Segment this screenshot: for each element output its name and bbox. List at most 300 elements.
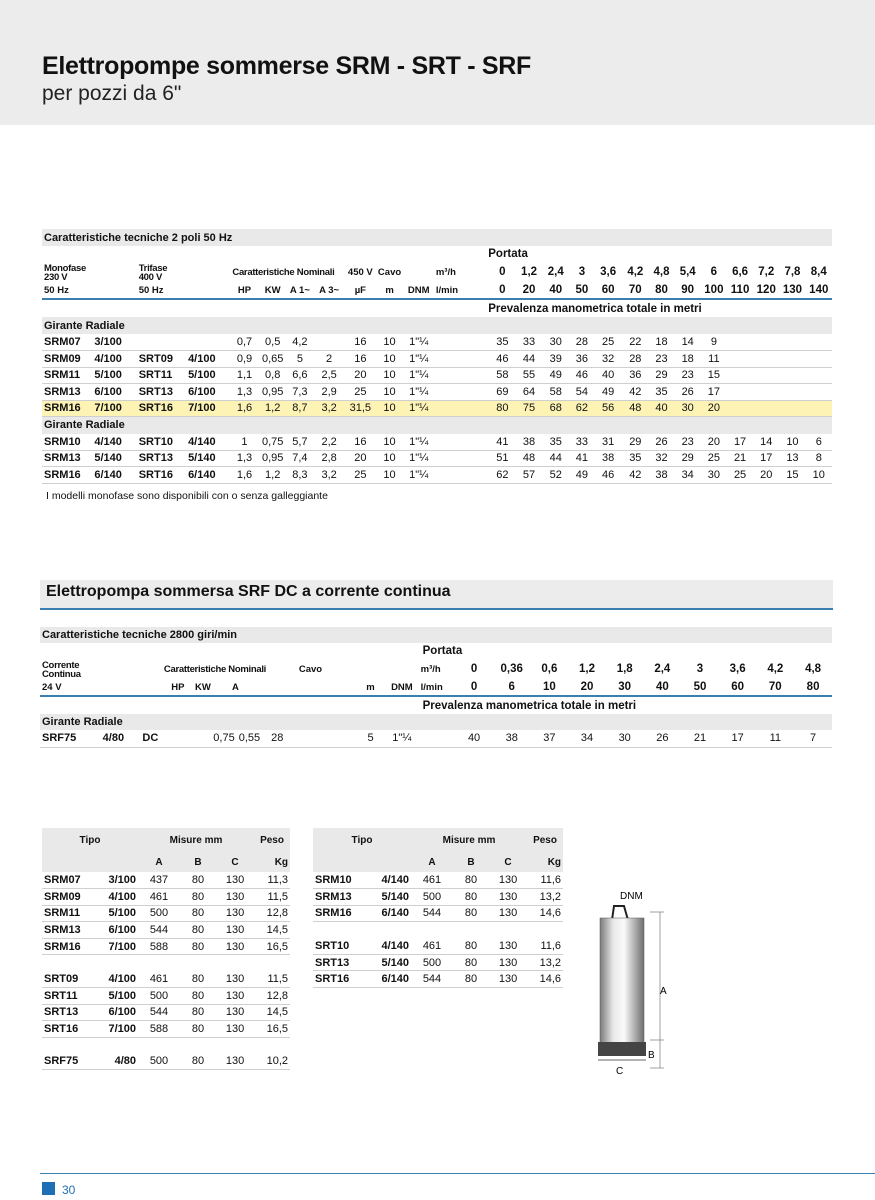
dim-type: 5/140 — [365, 954, 411, 971]
dim-gap-row — [313, 922, 563, 938]
flow-lmin-value: 50 — [570, 282, 594, 299]
dim-type: 4/140 — [365, 938, 411, 955]
flow-m3h-value: 0 — [470, 663, 478, 675]
tech-table-dc — [40, 627, 832, 748]
b-header: B — [453, 852, 489, 872]
dim-kg: 14,5 — [254, 1004, 290, 1021]
type-mono: 4/100 — [92, 351, 136, 368]
dim-gap-row — [42, 955, 290, 971]
dim-row — [313, 954, 563, 971]
head-value: 58 — [488, 367, 516, 384]
a3-value: 2,5 — [313, 367, 345, 384]
kw-value: 1,2 — [259, 400, 287, 417]
dim-kg: 11,6 — [527, 872, 563, 889]
page-number: 30 — [62, 1183, 76, 1197]
head-value: 15 — [779, 467, 805, 484]
dim-c: 130 — [216, 1053, 254, 1070]
dim-model: SRT10 — [313, 938, 365, 955]
dim-model: SRM11 — [42, 905, 94, 922]
kw-value: 0,5 — [259, 334, 287, 351]
head-value: 29 — [622, 434, 648, 451]
dim-row — [313, 905, 563, 922]
head-value: 35 — [542, 434, 570, 451]
flow-lmin-value: 140 — [806, 282, 832, 299]
head-value: 29 — [675, 450, 701, 467]
spacer — [42, 852, 138, 872]
a1-value: 5,7 — [287, 434, 313, 451]
cable-m-value: 5 — [356, 730, 385, 747]
dim-kg: 11,6 — [527, 938, 563, 955]
hp-value: 1,3 — [230, 384, 258, 401]
a-value: 28 — [271, 732, 284, 745]
dim-model: SRM13 — [42, 922, 94, 939]
spacer — [40, 643, 419, 659]
head-value: 9 — [701, 334, 727, 351]
dim-b: 80 — [453, 872, 489, 889]
car-nom-header: Caratteristiche Nominali — [232, 266, 335, 278]
head-value: 57 — [516, 467, 541, 484]
head-value: 51 — [488, 450, 516, 467]
dim-c: 130 — [216, 988, 254, 1005]
dnm-value: 1"¼ — [404, 467, 434, 484]
hp-value: 0,7 — [230, 334, 258, 351]
dim-b: 80 — [453, 889, 489, 906]
dim-c: 130 — [216, 872, 254, 889]
pump-body — [600, 918, 644, 1046]
spacer — [434, 400, 488, 417]
unit-header: DNM — [385, 679, 418, 696]
kw-value: 0,8 — [259, 367, 287, 384]
tri-header-hz: 50 Hz — [137, 282, 231, 299]
head-value — [753, 351, 779, 368]
head-value: 52 — [542, 467, 570, 484]
flow-lmin-value: 10 — [531, 679, 569, 696]
a1-value: 8,3 — [287, 467, 313, 484]
dim-a: 544 — [411, 971, 453, 988]
model-mono: SRM10 — [42, 434, 92, 451]
head-value: 23 — [648, 351, 674, 368]
head-value: 28 — [570, 334, 594, 351]
dim-type: 7/100 — [94, 1021, 138, 1038]
hp-value: 1 — [230, 434, 258, 451]
dnm-value: 1"¼ — [385, 730, 418, 747]
a3-value: 2,8 — [313, 450, 345, 467]
dim-subheader-row — [42, 852, 290, 872]
group-row — [40, 714, 832, 730]
head-value: 23 — [675, 434, 701, 451]
unit-header: HP KW A — [140, 679, 240, 696]
type-tri: 4/140 — [186, 434, 230, 451]
model-mono: SRM16 — [42, 467, 92, 484]
dim-type: 5/100 — [94, 988, 138, 1005]
flow-m3h-value: 5,4 — [679, 266, 696, 278]
model-type: 4/80 — [101, 730, 141, 747]
type-mono: 7/100 — [92, 400, 136, 417]
head-value: 64 — [516, 384, 541, 401]
head-value: 40 — [594, 367, 622, 384]
dim-kg: 11,5 — [254, 971, 290, 988]
model-tri: SRT13 — [137, 384, 186, 401]
header-row-1 — [42, 262, 832, 282]
pump-drawing — [590, 880, 690, 1080]
uf-value: 20 — [345, 367, 375, 384]
page-title: Elettropompe sommerse SRM - SRT - SRF — [42, 52, 531, 80]
type-mono: 5/140 — [92, 450, 136, 467]
dim-row — [313, 971, 563, 988]
hp-value: 1,6 — [230, 400, 258, 417]
head-value: 26 — [644, 730, 682, 747]
misure-header: Misure mm — [411, 828, 527, 852]
head-value: 34 — [568, 730, 606, 747]
dim-a: 544 — [138, 1004, 180, 1021]
flow-lmin-value: 0 — [455, 679, 493, 696]
dnm-value: 1"¼ — [404, 400, 434, 417]
head-value: 56 — [594, 400, 622, 417]
corr-header: Corrente Continua — [42, 660, 81, 679]
flow-lmin-value: 30 — [606, 679, 644, 696]
dim-a: 500 — [138, 988, 180, 1005]
flow-m3h-value: 7,8 — [784, 266, 801, 278]
uf-value: 31,5 — [345, 400, 375, 417]
tri-header: Trifase 400 V — [138, 263, 168, 282]
a-header: A — [411, 852, 453, 872]
dim-a: 544 — [411, 905, 453, 922]
flow-m3h-value: 3,6 — [729, 663, 746, 675]
footer-line — [40, 1173, 875, 1174]
tipo-header: Tipo — [313, 828, 411, 852]
head-value: 31 — [594, 434, 622, 451]
type-tri: 6/100 — [186, 384, 230, 401]
dim-c: 130 — [489, 971, 527, 988]
head-value — [806, 384, 832, 401]
flow-m3h-value: 6 — [710, 266, 718, 278]
head-value: 48 — [516, 450, 541, 467]
model-tri: SRT11 — [137, 367, 186, 384]
head-value — [779, 334, 805, 351]
head-value: 36 — [622, 367, 648, 384]
flow-lmin-value: 6 — [493, 679, 531, 696]
unit-header: A 1~ — [287, 282, 313, 299]
head-value: 68 — [542, 400, 570, 417]
head-value: 30 — [542, 334, 570, 351]
dim-type: 5/100 — [94, 905, 138, 922]
spacer — [385, 659, 418, 679]
head-value — [727, 351, 753, 368]
dim-type: 6/140 — [365, 971, 411, 988]
dim-model: SRT13 — [42, 1004, 94, 1021]
model-name: SRF75 — [40, 730, 101, 747]
cable-m-value: 10 — [375, 400, 403, 417]
dim-b: 80 — [453, 938, 489, 955]
dim-b: 80 — [180, 988, 216, 1005]
cable-m-value: 10 — [375, 334, 403, 351]
head-value: 7 — [794, 730, 832, 747]
uf-value: 25 — [345, 384, 375, 401]
dim-a: 461 — [411, 872, 453, 889]
head-value: 62 — [488, 467, 516, 484]
hp-value: 0,75 — [213, 732, 235, 745]
head-value: 34 — [675, 467, 701, 484]
dim-kg: 11,3 — [254, 872, 290, 889]
dim-kg: 16,5 — [254, 1021, 290, 1038]
dim-a: 500 — [411, 954, 453, 971]
flow-lmin-value: 80 — [794, 679, 832, 696]
flow-m3h-value: 2,4 — [547, 266, 564, 278]
uf-value: 16 — [345, 434, 375, 451]
head-value: 36 — [570, 351, 594, 368]
head-value: 30 — [701, 467, 727, 484]
head-value: 38 — [648, 467, 674, 484]
flow-lmin-value: 110 — [727, 282, 753, 299]
dim-c: 130 — [216, 1021, 254, 1038]
head-value — [753, 334, 779, 351]
head-value: 49 — [594, 384, 622, 401]
prevalenza-row — [40, 696, 832, 714]
flow-m3h-value: 4,2 — [627, 266, 644, 278]
table-row — [42, 334, 832, 351]
a1-value: 5 — [287, 351, 313, 368]
head-value: 35 — [648, 384, 674, 401]
unit-header: KW — [259, 282, 287, 299]
dim-b: 80 — [453, 971, 489, 988]
type-tri: 6/140 — [186, 467, 230, 484]
table-caption: Caratteristiche tecniche 2800 giri/min — [40, 627, 832, 643]
dim-row — [313, 889, 563, 906]
dim-row — [42, 905, 290, 922]
model-mono: SRM09 — [42, 351, 92, 368]
flow-lmin-value: 20 — [516, 282, 541, 299]
corr-header-v: 24 V — [40, 679, 140, 696]
row-values — [140, 730, 284, 747]
type-tri: 7/100 — [186, 400, 230, 417]
head-value: 17 — [719, 730, 757, 747]
dim-a: 461 — [411, 938, 453, 955]
unit-header: DNM — [404, 282, 434, 299]
dnm-value: 1"¼ — [404, 367, 434, 384]
dc-label: DC — [142, 732, 159, 745]
dim-c: 130 — [216, 938, 254, 955]
portata-label: Portata — [422, 645, 463, 657]
dim-kg: 16,5 — [254, 938, 290, 955]
prevalenza-label: Prevalenza manometrica totale in metri — [488, 302, 702, 315]
hp-value: 1,6 — [230, 467, 258, 484]
dim-model: SRM13 — [313, 889, 365, 906]
head-value: 11 — [701, 351, 727, 368]
kw-value: 0,95 — [259, 450, 287, 467]
tipo-header: Tipo — [42, 828, 138, 852]
head-value: 21 — [727, 450, 753, 467]
uf-value: 25 — [345, 467, 375, 484]
head-value: 49 — [570, 467, 594, 484]
head-value: 44 — [542, 450, 570, 467]
hp-value: 1,3 — [230, 450, 258, 467]
prevalenza-row — [42, 299, 832, 317]
dim-model: SRT11 — [42, 988, 94, 1005]
model-tri: SRT09 — [137, 351, 186, 368]
dim-row — [42, 1021, 290, 1038]
group-label: Girante Radiale — [42, 417, 832, 434]
dim-c: 130 — [489, 954, 527, 971]
head-value: 17 — [701, 384, 727, 401]
peso-header: Peso — [254, 828, 290, 852]
page-subtitle: per pozzi da 6" — [42, 82, 182, 105]
head-value: 21 — [681, 730, 719, 747]
flow-m3h-value: 3 — [578, 266, 586, 278]
dim-c: 130 — [489, 872, 527, 889]
head-value: 46 — [488, 351, 516, 368]
dim-kg: 13,2 — [527, 954, 563, 971]
head-value: 30 — [675, 400, 701, 417]
caption-row — [42, 229, 832, 246]
spacer — [434, 351, 488, 368]
type-tri: 5/140 — [186, 450, 230, 467]
tech-table-2-poles — [42, 229, 832, 484]
dim-model: SRM07 — [42, 872, 94, 889]
flow-m3h-value: 1,8 — [616, 663, 633, 675]
head-value: 55 — [516, 367, 541, 384]
dnm-value: 1"¼ — [404, 384, 434, 401]
kw-value: 0,65 — [259, 351, 287, 368]
cable-m-value: 10 — [375, 384, 403, 401]
flow-lmin-value: 60 — [594, 282, 622, 299]
head-value — [806, 400, 832, 417]
dim-row — [42, 1053, 290, 1070]
head-value: 8 — [806, 450, 832, 467]
uf-value: 16 — [345, 334, 375, 351]
flow-m3h-value: 4,2 — [767, 663, 784, 675]
flow-m3h-value: 1,2 — [579, 663, 596, 675]
head-value: 25 — [701, 450, 727, 467]
spacer — [434, 450, 488, 467]
a3-value: 3,2 — [313, 400, 345, 417]
flow-m3h-value: 0,6 — [541, 663, 558, 675]
spacer — [434, 367, 488, 384]
dim-row — [42, 971, 290, 988]
dim-c: 130 — [216, 1004, 254, 1021]
dim-a: 461 — [138, 889, 180, 906]
dim-row — [313, 872, 563, 889]
spacer — [313, 852, 411, 872]
flow-lmin-value: 70 — [756, 679, 794, 696]
dim-gap-row — [42, 1037, 290, 1053]
model-mono: SRM13 — [42, 384, 92, 401]
dim-b: 80 — [180, 1004, 216, 1021]
head-value: 25 — [594, 334, 622, 351]
dim-model: SRT13 — [313, 954, 365, 971]
dim-row — [42, 938, 290, 955]
mono-header: Monofase 230 V — [44, 263, 86, 282]
footer-square-icon — [42, 1182, 55, 1195]
flow-m3h-value: 4,8 — [653, 266, 670, 278]
spacer — [42, 1037, 290, 1053]
dim-a: 500 — [138, 1053, 180, 1070]
header-row-1 — [40, 659, 832, 679]
flow-lmin-value: 80 — [648, 282, 674, 299]
hp-value: 1,1 — [230, 367, 258, 384]
head-value — [806, 351, 832, 368]
dim-row — [42, 872, 290, 889]
header-row-2 — [42, 282, 832, 299]
head-value — [753, 400, 779, 417]
head-value: 22 — [622, 334, 648, 351]
dim-header-row — [313, 828, 563, 852]
misure-header: Misure mm — [138, 828, 254, 852]
flow-m3h-value: 2,4 — [654, 663, 671, 675]
head-value: 26 — [648, 434, 674, 451]
section-title-dc: Elettropompa sommersa SRF DC a corrente continua — [40, 580, 833, 610]
group-row — [42, 417, 832, 434]
dim-c: 130 — [489, 905, 527, 922]
a3-value: 3,2 — [313, 467, 345, 484]
dim-a: 544 — [138, 922, 180, 939]
header-row-2 — [40, 679, 832, 696]
dim-type: 6/100 — [94, 922, 138, 939]
head-value: 15 — [701, 367, 727, 384]
prevalenza-label: Prevalenza manometrica totale in metri — [422, 699, 637, 712]
head-value: 28 — [622, 351, 648, 368]
c-header: C — [489, 852, 527, 872]
dim-c: 130 — [216, 971, 254, 988]
dim-kg: 14,6 — [527, 905, 563, 922]
head-value — [753, 367, 779, 384]
a-header: A — [138, 852, 180, 872]
head-value — [727, 384, 753, 401]
dim-c: 130 — [216, 922, 254, 939]
table-row — [40, 730, 832, 747]
a1-value: 6,6 — [287, 367, 313, 384]
head-value: 42 — [622, 384, 648, 401]
uf-value: 16 — [345, 351, 375, 368]
b-header: B — [180, 852, 216, 872]
dim-header-row — [42, 828, 290, 852]
a1-value: 4,2 — [287, 334, 313, 351]
table-caption: Caratteristiche tecniche 2 poli 50 Hz — [42, 229, 832, 246]
head-value: 6 — [806, 434, 832, 451]
spacer — [42, 299, 488, 317]
model-tri: SRT10 — [137, 434, 186, 451]
unit-header: m — [375, 282, 403, 299]
a3-value — [313, 334, 345, 351]
table-row — [42, 467, 832, 484]
dnm-value: 1"¼ — [404, 334, 434, 351]
flow-lmin-value: 0 — [488, 282, 516, 299]
head-value — [779, 384, 805, 401]
dim-label-b: B — [648, 1050, 655, 1061]
head-value: 38 — [516, 434, 541, 451]
head-value: 33 — [570, 434, 594, 451]
dim-a: 500 — [411, 889, 453, 906]
head-value: 13 — [779, 450, 805, 467]
head-value: 41 — [488, 434, 516, 451]
head-value: 33 — [516, 334, 541, 351]
head-value: 40 — [648, 400, 674, 417]
dnm-value: 1"¼ — [404, 351, 434, 368]
dnm-value: 1"¼ — [404, 434, 434, 451]
flow-lmin-value: 100 — [701, 282, 727, 299]
dim-b: 80 — [180, 922, 216, 939]
table-row — [42, 351, 832, 368]
type-mono: 6/100 — [92, 384, 136, 401]
head-value — [727, 400, 753, 417]
flow-m3h-value: 4,8 — [805, 663, 822, 675]
head-value: 35 — [488, 334, 516, 351]
type-mono: 6/140 — [92, 467, 136, 484]
flow-m3h-value: 1,2 — [521, 266, 538, 278]
flow-lmin-value: 90 — [675, 282, 701, 299]
model-mono: SRM07 — [42, 334, 92, 351]
unit-header: A 3~ — [313, 282, 345, 299]
dim-model: SRM16 — [42, 938, 94, 955]
